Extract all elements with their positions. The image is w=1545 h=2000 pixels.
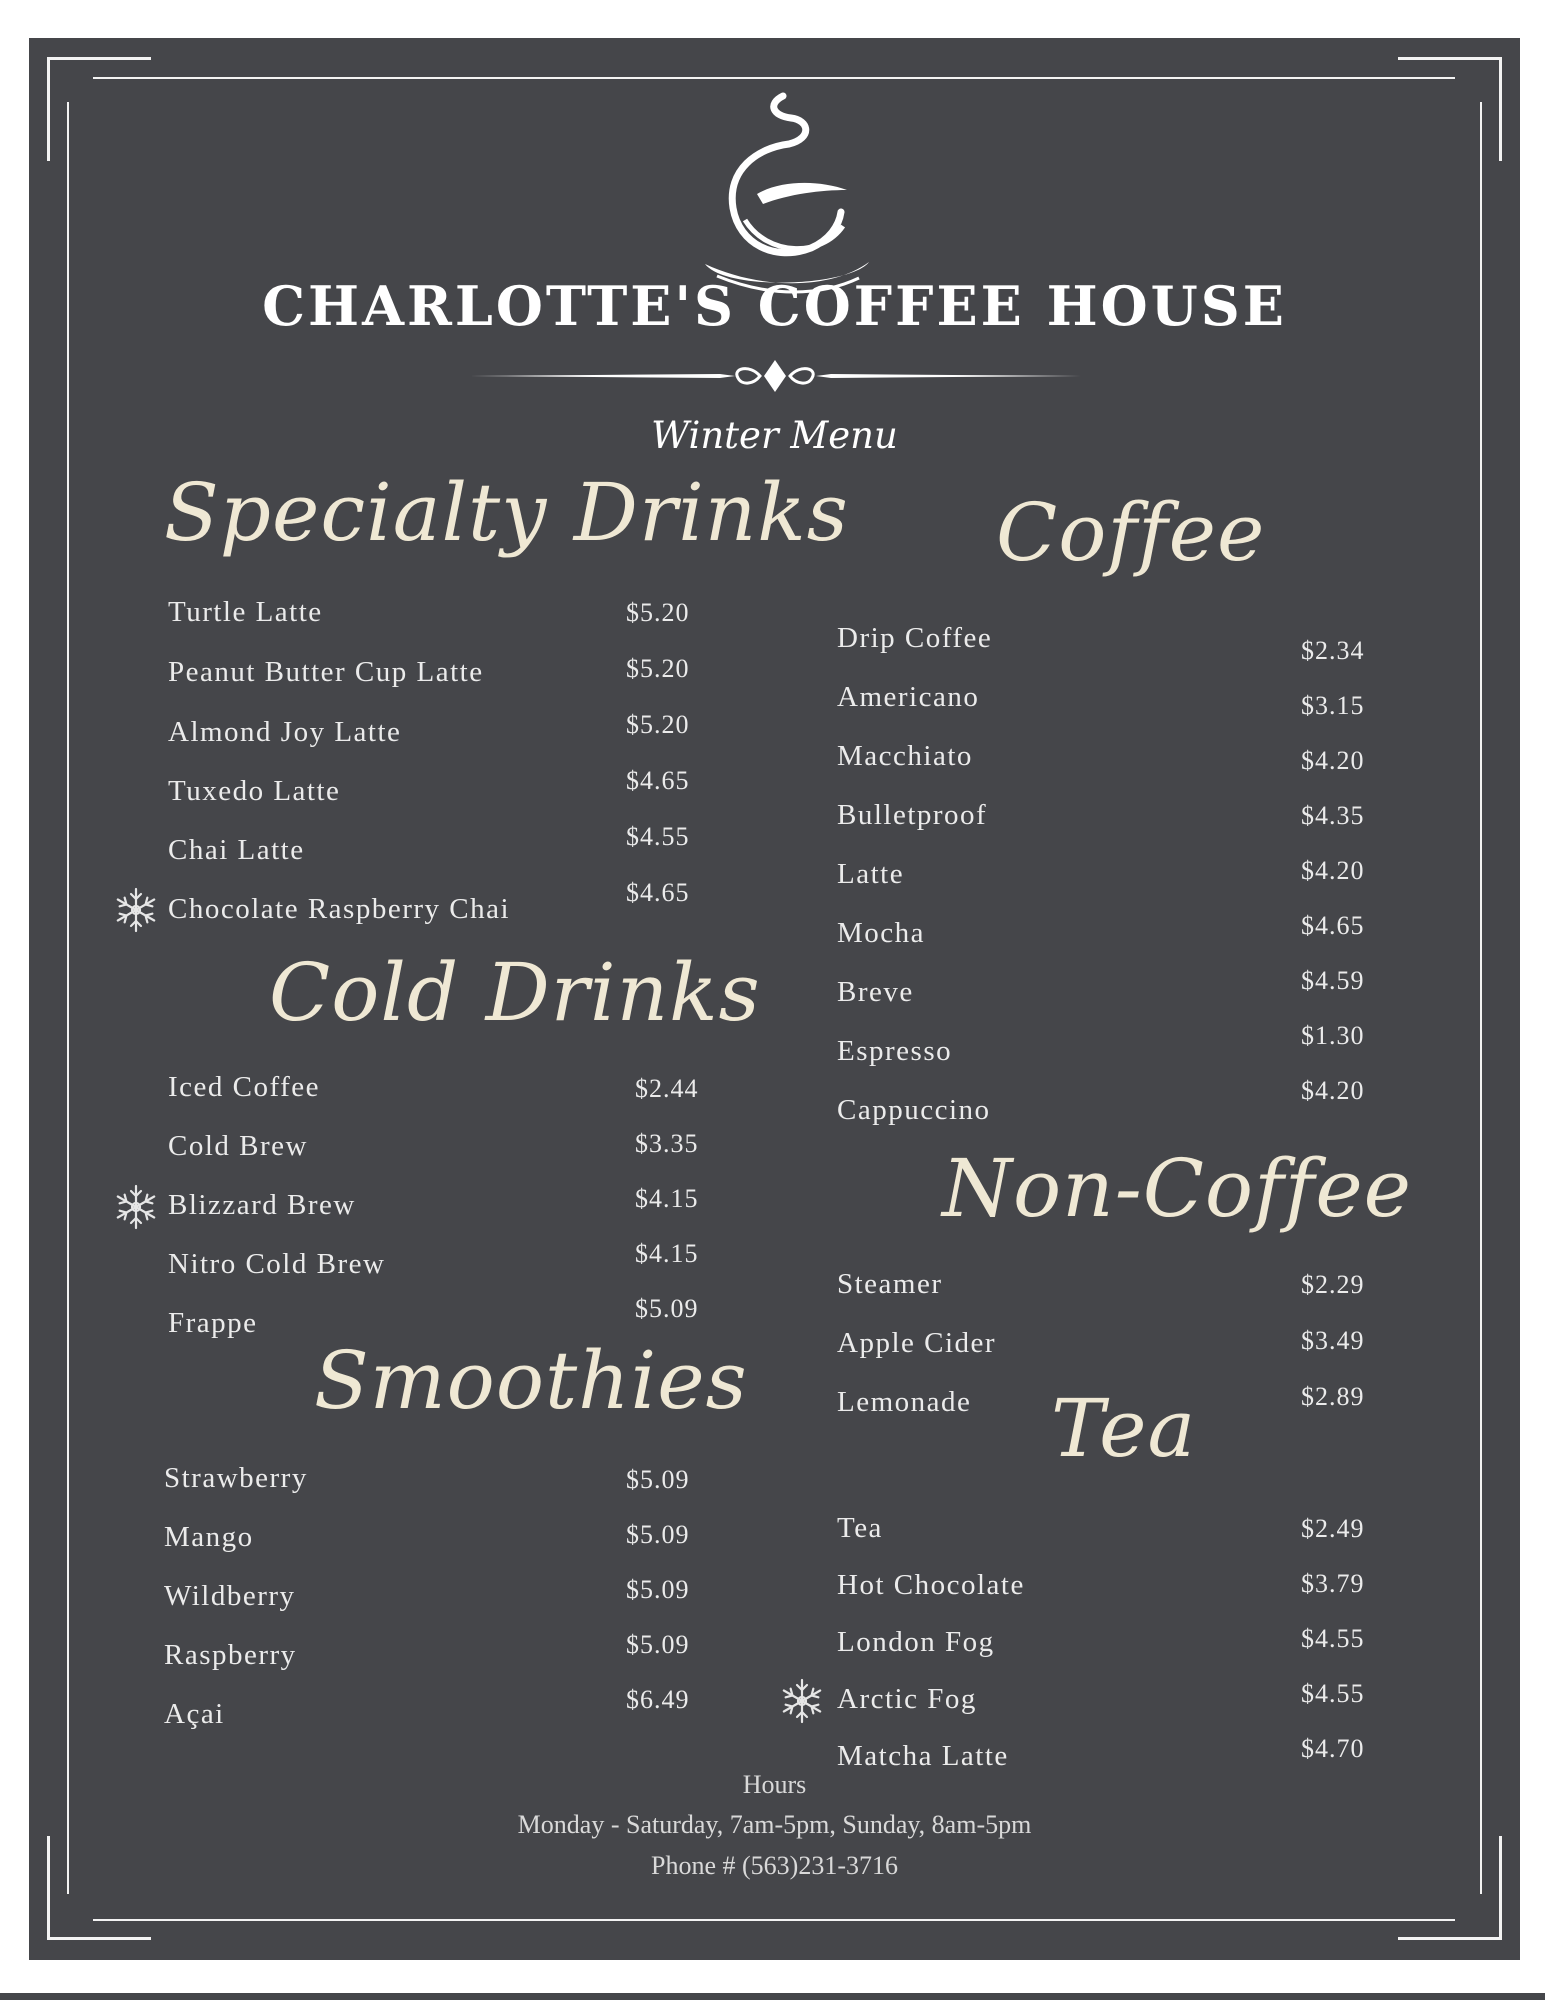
frame-corner-tl-h <box>47 57 151 60</box>
menu-item-name: Tuxedo Latte <box>168 775 341 807</box>
menu-item-name: Nitro Cold Brew <box>168 1248 386 1280</box>
frame-corner-bl-h <box>47 1937 151 1940</box>
menu-item-price: $3.49 <box>1301 1326 1365 1355</box>
divider-flourish <box>470 358 1081 394</box>
snowflake-icon <box>112 886 160 934</box>
menu-item-price: $4.55 <box>1301 1679 1365 1708</box>
menu-item-price: $3.79 <box>1301 1569 1365 1598</box>
menu-item-name: Hot Chocolate <box>837 1569 1025 1601</box>
menu-item-name: Bulletproof <box>837 799 988 831</box>
frame-line-right <box>1480 102 1482 1894</box>
section-title-tea: Tea <box>1051 1382 1197 1475</box>
menu-item-price: $4.65 <box>626 878 690 907</box>
menu-item-price: $4.20 <box>1301 1076 1365 1105</box>
menu-item-name: Matcha Latte <box>837 1740 1009 1772</box>
menu-item-price: $3.15 <box>1301 691 1365 720</box>
menu-item-price: $2.29 <box>1301 1270 1365 1299</box>
menu-item-price: $4.35 <box>1301 801 1365 830</box>
menu-item-name: Drip Coffee <box>837 622 993 654</box>
menu-item-name: Cold Brew <box>168 1130 308 1162</box>
menu-item-price: $5.09 <box>626 1630 690 1659</box>
page-bottom-bar <box>0 1993 1545 2000</box>
menu-item-price: $1.30 <box>1301 1021 1365 1050</box>
menu-item-price: $5.09 <box>626 1520 690 1549</box>
menu-item-name: Iced Coffee <box>168 1071 321 1103</box>
menu-item-price: $2.44 <box>635 1074 699 1103</box>
menu-item-price: $5.09 <box>626 1465 690 1494</box>
menu-item-name: Raspberry <box>164 1639 297 1671</box>
menu-item-price: $4.55 <box>1301 1624 1365 1653</box>
section-title-cold: Cold Drinks <box>269 946 761 1039</box>
menu-item-name: Chai Latte <box>168 834 305 866</box>
menu-item-name: Chocolate Raspberry Chai <box>168 893 511 925</box>
menu-item-name: Strawberry <box>164 1462 308 1494</box>
menu-item-price: $5.09 <box>635 1294 699 1323</box>
frame-line-left <box>67 102 69 1894</box>
menu-item-price: $5.20 <box>626 654 690 683</box>
frame-corner-tr-h <box>1398 57 1502 60</box>
menu-item-price: $4.65 <box>1301 911 1365 940</box>
menu-item-price: $4.20 <box>1301 856 1365 885</box>
menu-item-price: $2.89 <box>1301 1382 1365 1411</box>
menu-item-name: Apple Cider <box>837 1327 997 1359</box>
menu-item-name: Arctic Fog <box>837 1683 977 1715</box>
menu-item-name: Peanut Butter Cup Latte <box>168 656 484 688</box>
menu-item-price: $4.15 <box>635 1239 699 1268</box>
menu-item-name: London Fog <box>837 1626 995 1658</box>
menu-item-name: Lemonade <box>837 1386 972 1418</box>
menu-item-name: Tea <box>837 1512 883 1544</box>
snowflake-icon <box>778 1677 826 1725</box>
menu-item-name: Mocha <box>837 917 926 949</box>
menu-item-price: $5.09 <box>626 1575 690 1604</box>
menu-item-name: Americano <box>837 681 980 713</box>
menu-item-price: $5.20 <box>626 598 690 627</box>
menu-item-name: Steamer <box>837 1268 943 1300</box>
menu-item-price: $4.59 <box>1301 966 1365 995</box>
hours-text: Monday - Saturday, 7am-5pm, Sunday, 8am-5pm <box>517 1810 1032 1839</box>
menu-subtitle: Winter Menu <box>651 414 898 457</box>
cafe-title: CHARLOTTE'S COFFEE HOUSE <box>262 274 1287 338</box>
section-title-coffee: Coffee <box>996 486 1266 579</box>
frame-line-bottom <box>93 1919 1455 1921</box>
menu-item-price: $2.34 <box>1301 636 1365 665</box>
menu-item-name: Turtle Latte <box>168 596 323 628</box>
menu-item-price: $4.70 <box>1301 1734 1365 1763</box>
section-title-smoothies: Smoothies <box>314 1334 748 1427</box>
menu-item-price: $3.35 <box>635 1129 699 1158</box>
menu-item-price: $2.49 <box>1301 1514 1365 1543</box>
hours-label: Hours <box>742 1770 807 1799</box>
section-title-noncoffee: Non-Coffee <box>942 1142 1412 1235</box>
menu-item-name: Almond Joy Latte <box>168 716 402 748</box>
menu-item-name: Macchiato <box>837 740 973 772</box>
menu-item-price: $4.20 <box>1301 746 1365 775</box>
snowflake-icon <box>112 1183 160 1231</box>
menu-board <box>29 38 1520 1960</box>
menu-item-price: $6.49 <box>626 1685 690 1714</box>
frame-corner-tr-v <box>1499 57 1502 161</box>
menu-item-name: Mango <box>164 1521 254 1553</box>
section-title-specialty: Specialty Drinks <box>164 466 849 559</box>
menu-item-name: Espresso <box>837 1035 953 1067</box>
menu-item-name: Blizzard Brew <box>168 1189 356 1221</box>
frame-corner-tl-v <box>47 57 50 161</box>
phone-number: Phone # (563)231-3716 <box>651 1851 898 1880</box>
menu-item-price: $5.20 <box>626 710 690 739</box>
menu-item-price: $4.65 <box>626 766 690 795</box>
menu-item-name: Açai <box>164 1698 225 1730</box>
menu-item-name: Frappe <box>168 1307 258 1339</box>
menu-item-name: Wildberry <box>164 1580 296 1612</box>
menu-item-name: Cappuccino <box>837 1094 991 1126</box>
menu-item-name: Breve <box>837 976 914 1008</box>
menu-item-price: $4.55 <box>626 822 690 851</box>
menu-item-name: Latte <box>837 858 905 890</box>
menu-item-price: $4.15 <box>635 1184 699 1213</box>
frame-corner-br-h <box>1398 1937 1502 1940</box>
frame-line-top <box>93 77 1455 79</box>
